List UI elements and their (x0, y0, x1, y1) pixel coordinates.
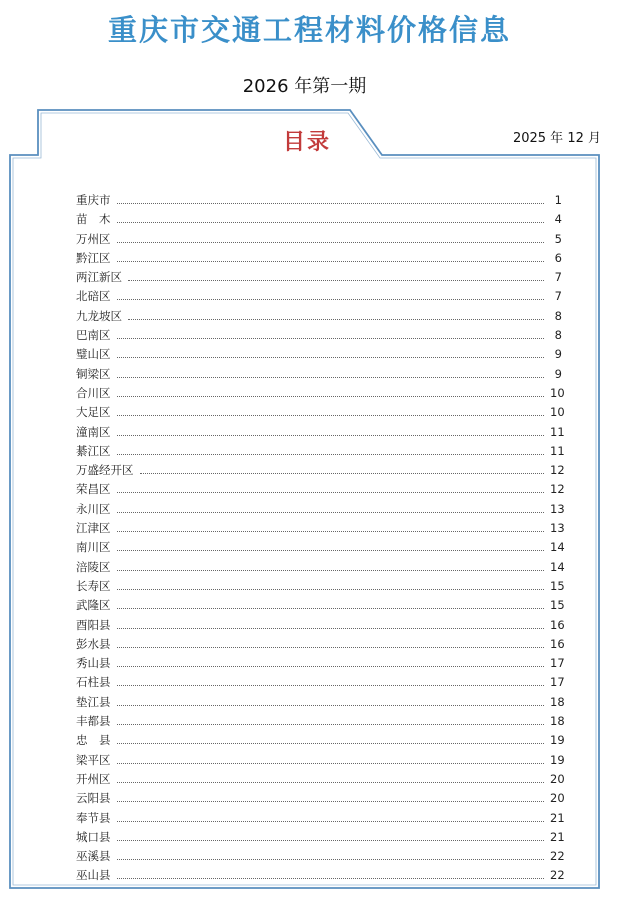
toc-entry[interactable] (76, 269, 562, 288)
toc-entry-name: 万州区 (76, 231, 111, 246)
toc-entry-page: 6 (554, 250, 562, 265)
toc-entry-page: 15 (550, 578, 565, 593)
toc-entry-page: 14 (550, 540, 565, 555)
issue-label: 2026 年第一期 (242, 76, 367, 97)
toc-leader-dots (117, 261, 545, 262)
toc-entry-page: 15 (550, 598, 565, 613)
toc-leader-dots (117, 435, 545, 436)
toc-leader-dots (117, 377, 545, 378)
toc-entry-page: 21 (550, 829, 565, 844)
toc-entry-page: 16 (550, 617, 565, 632)
toc-entry-page: 19 (550, 752, 565, 767)
toc-entry[interactable] (76, 481, 565, 500)
toc-entry-page: 12 (550, 463, 565, 478)
toc-leader-dots (117, 454, 545, 455)
toc-entry[interactable] (76, 250, 562, 269)
toc-entry[interactable] (76, 848, 565, 867)
toc-entry[interactable] (76, 424, 565, 443)
toc-entry-name: 垫江县 (76, 694, 111, 709)
toc-entry-name: 酉阳县 (76, 617, 111, 632)
toc-entry-page: 10 (550, 385, 565, 400)
toc-heading: 目录 (282, 130, 331, 155)
toc-entry[interactable] (76, 617, 565, 636)
toc-entry-page: 8 (554, 328, 562, 343)
toc-entry-name: 彭水县 (76, 636, 111, 651)
toc-entry[interactable] (76, 867, 565, 886)
toc-entry[interactable] (76, 192, 562, 211)
toc-leader-dots (117, 666, 545, 667)
toc-entry-page: 18 (550, 694, 565, 709)
toc-entry-name: 苗 木 (76, 212, 111, 227)
toc-leader-dots (117, 242, 545, 243)
toc-entry-name: 涪陵区 (76, 559, 111, 574)
toc-entry[interactable] (76, 539, 565, 558)
toc-entry[interactable] (76, 211, 562, 230)
toc-entry-page: 13 (550, 521, 565, 536)
toc-entry-page: 9 (554, 347, 562, 362)
toc-leader-dots (117, 222, 545, 223)
toc-entry[interactable] (76, 655, 565, 674)
toc-entry-name: 黔江区 (76, 250, 111, 265)
toc-entry-name: 重庆市 (76, 193, 111, 207)
toc-entry-page: 7 (554, 270, 562, 285)
toc-entry-name: 云阳县 (76, 791, 111, 806)
toc-leader-dots (117, 338, 545, 339)
toc-leader-dots (117, 705, 545, 706)
toc-entry[interactable] (76, 443, 565, 462)
toc-leader-dots (117, 724, 545, 725)
toc-entry[interactable] (76, 288, 562, 307)
toc-entry-name: 城口县 (76, 829, 111, 844)
toc-leader-dots (117, 821, 545, 822)
toc-entry-page: 1 (554, 193, 562, 207)
toc-entry-name: 开州区 (76, 771, 111, 786)
toc-entry[interactable] (76, 346, 562, 365)
toc-entry-name: 丰都县 (76, 714, 111, 729)
toc-entry[interactable] (76, 578, 565, 597)
toc-entry-name: 秀山县 (76, 656, 111, 671)
toc-entry[interactable] (76, 520, 565, 539)
toc-entry-page: 21 (550, 810, 565, 825)
toc-entry-page: 13 (550, 501, 565, 516)
toc-entry[interactable] (76, 597, 565, 616)
toc-entry-name: 潼南区 (76, 424, 111, 439)
toc-entry[interactable] (76, 327, 562, 346)
toc-leader-dots (117, 840, 545, 841)
toc-entry[interactable] (76, 810, 565, 829)
toc-entry-name: 北碚区 (76, 289, 111, 304)
toc-entry-name: 万盛经开区 (76, 463, 134, 478)
toc-entry-page: 16 (550, 636, 565, 651)
toc-leader-dots (117, 859, 545, 860)
toc-entry-page: 12 (550, 482, 565, 497)
toc-entry-page: 11 (550, 443, 565, 458)
toc-leader-dots (128, 319, 544, 320)
document-title: 重庆市交通工程材料价格信息 (107, 13, 511, 47)
toc-entry-page: 18 (550, 714, 565, 729)
toc-entry-page: 17 (550, 656, 565, 671)
toc-leader-dots (117, 628, 545, 629)
toc-entry-name: 铜梁区 (76, 366, 111, 381)
toc-entry-name: 忠 县 (76, 733, 111, 748)
toc-leader-dots (117, 396, 545, 397)
toc-leader-dots (117, 685, 545, 686)
toc-entry[interactable] (76, 674, 565, 693)
toc-leader-dots (117, 589, 545, 590)
toc-leader-dots (117, 647, 545, 648)
toc-entry-page: 9 (554, 366, 562, 381)
toc-entry-page: 5 (554, 231, 562, 246)
toc-entry-page: 17 (550, 675, 565, 690)
toc-entry-name: 武隆区 (76, 598, 111, 613)
toc-entry-name: 九龙坡区 (76, 308, 122, 323)
toc-entry-page: 4 (554, 212, 562, 227)
toc-entry-name: 綦江区 (76, 443, 111, 458)
toc-entry[interactable] (76, 636, 565, 655)
toc-entry-page: 20 (550, 791, 565, 806)
toc-entry[interactable] (76, 752, 565, 771)
toc-entry[interactable] (76, 790, 565, 809)
toc-list (76, 192, 565, 887)
toc-leader-dots (117, 512, 545, 513)
toc-entry-name: 南川区 (76, 540, 111, 555)
toc-entry[interactable] (76, 385, 565, 404)
toc-leader-dots (117, 743, 545, 744)
toc-entry[interactable] (76, 231, 562, 250)
toc-entry[interactable] (76, 366, 562, 385)
toc-leader-dots (117, 550, 545, 551)
toc-entry-name: 梁平区 (76, 752, 111, 767)
toc-entry[interactable] (76, 732, 565, 751)
toc-entry-name: 荣昌区 (76, 482, 111, 497)
toc-entry-page: 11 (550, 424, 565, 439)
toc-entry-page: 20 (550, 771, 565, 786)
toc-leader-dots (117, 801, 545, 802)
toc-leader-dots (117, 531, 545, 532)
toc-entry-page: 10 (550, 405, 565, 420)
toc-leader-dots (117, 203, 545, 204)
toc-entry[interactable] (76, 559, 565, 578)
toc-leader-dots (140, 473, 545, 474)
toc-leader-dots (117, 357, 545, 358)
toc-entry-name: 奉节县 (76, 810, 111, 825)
toc-entry-page: 22 (550, 849, 565, 864)
toc-leader-dots (117, 608, 545, 609)
toc-entry-name: 巴南区 (76, 328, 111, 343)
toc-entry-page: 22 (550, 868, 565, 883)
toc-entry-name: 大足区 (76, 405, 111, 420)
toc-leader-dots (117, 299, 545, 300)
toc-leader-dots (117, 782, 545, 783)
toc-leader-dots (117, 763, 545, 764)
toc-entry[interactable] (76, 308, 562, 327)
toc-leader-dots (117, 492, 545, 493)
toc-entry[interactable] (76, 713, 565, 732)
toc-entry-name: 两江新区 (76, 270, 122, 285)
toc-entry-page: 8 (554, 308, 562, 323)
toc-entry-name: 石柱县 (76, 675, 111, 690)
toc-entry-name: 江津区 (76, 521, 111, 536)
toc-entry-name: 长寿区 (76, 578, 111, 593)
toc-leader-dots (117, 878, 545, 879)
toc-entry[interactable] (76, 694, 565, 713)
publish-date: 2025 年 12 月 (512, 131, 601, 146)
toc-entry-name: 巫山县 (76, 868, 111, 883)
toc-entry-name: 巫溪县 (76, 849, 111, 864)
toc-entry-name: 永川区 (76, 501, 111, 516)
toc-entry[interactable] (76, 462, 565, 481)
toc-entry[interactable] (76, 404, 565, 423)
toc-entry-page: 19 (550, 733, 565, 748)
toc-leader-dots (128, 280, 544, 281)
toc-entry-page: 14 (550, 559, 565, 574)
toc-leader-dots (117, 570, 545, 571)
toc-entry[interactable] (76, 771, 565, 790)
toc-entry[interactable] (76, 829, 565, 848)
toc-entry[interactable] (76, 501, 565, 520)
toc-entry-name: 合川区 (76, 385, 111, 400)
toc-entry-page: 7 (554, 289, 562, 304)
toc-leader-dots (117, 415, 545, 416)
toc-entry-name: 璧山区 (76, 347, 111, 362)
